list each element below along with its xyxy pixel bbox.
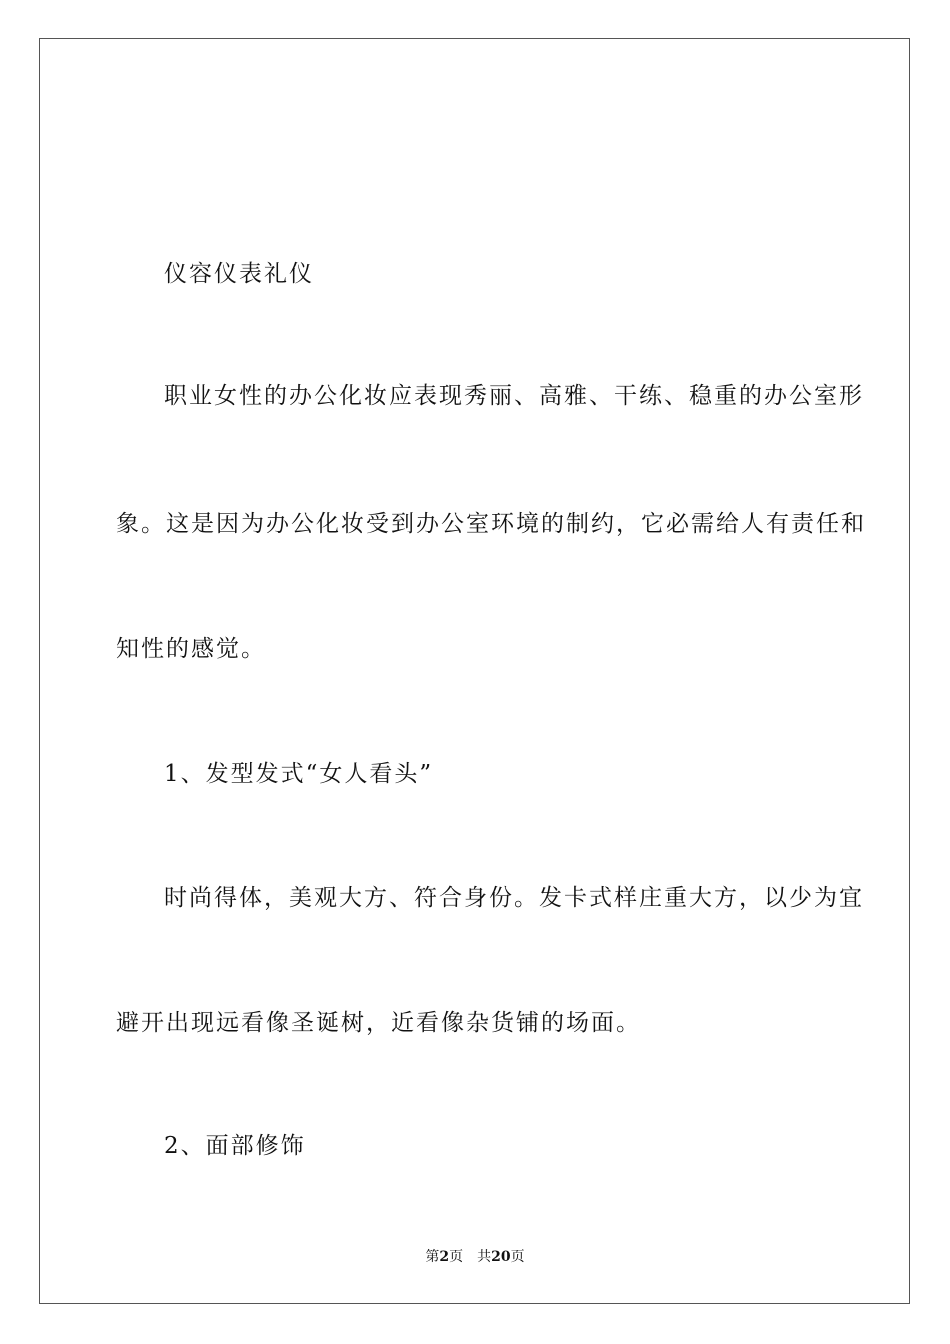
total-pages: 20: [491, 1249, 511, 1265]
section-2-title: 2、面部修饰: [164, 1133, 306, 1159]
paragraph-1-line-1: 职业女性的办公化妆应表现秀丽、高雅、干练、稳重的办公室形: [164, 383, 864, 409]
paragraph-2-line-2: 避开出现远看像圣诞树，近看像杂货铺的场面。: [116, 1010, 641, 1036]
page-suffix: 页: [449, 1249, 464, 1265]
page-footer: [0, 1248, 950, 1266]
total-suffix: 页: [510, 1249, 525, 1265]
page-heading: 仪容仪表礼仪: [164, 261, 314, 287]
section-1-title: 1、发型发式“女人看头”: [164, 761, 434, 787]
paragraph-1-line-3: 知性的感觉。: [116, 636, 266, 662]
total-prefix: 共: [477, 1249, 492, 1265]
page-prefix: 第: [425, 1249, 440, 1265]
page-border: [39, 38, 910, 1304]
page-number: 2: [439, 1249, 450, 1265]
paragraph-2-line-1: 时尚得体，美观大方、符合身份。发卡式样庄重大方，以少为宜: [164, 885, 864, 911]
paragraph-1-line-2: 象。这是因为办公化妆受到办公室环境的制约，它必需给人有责任和: [116, 511, 866, 537]
